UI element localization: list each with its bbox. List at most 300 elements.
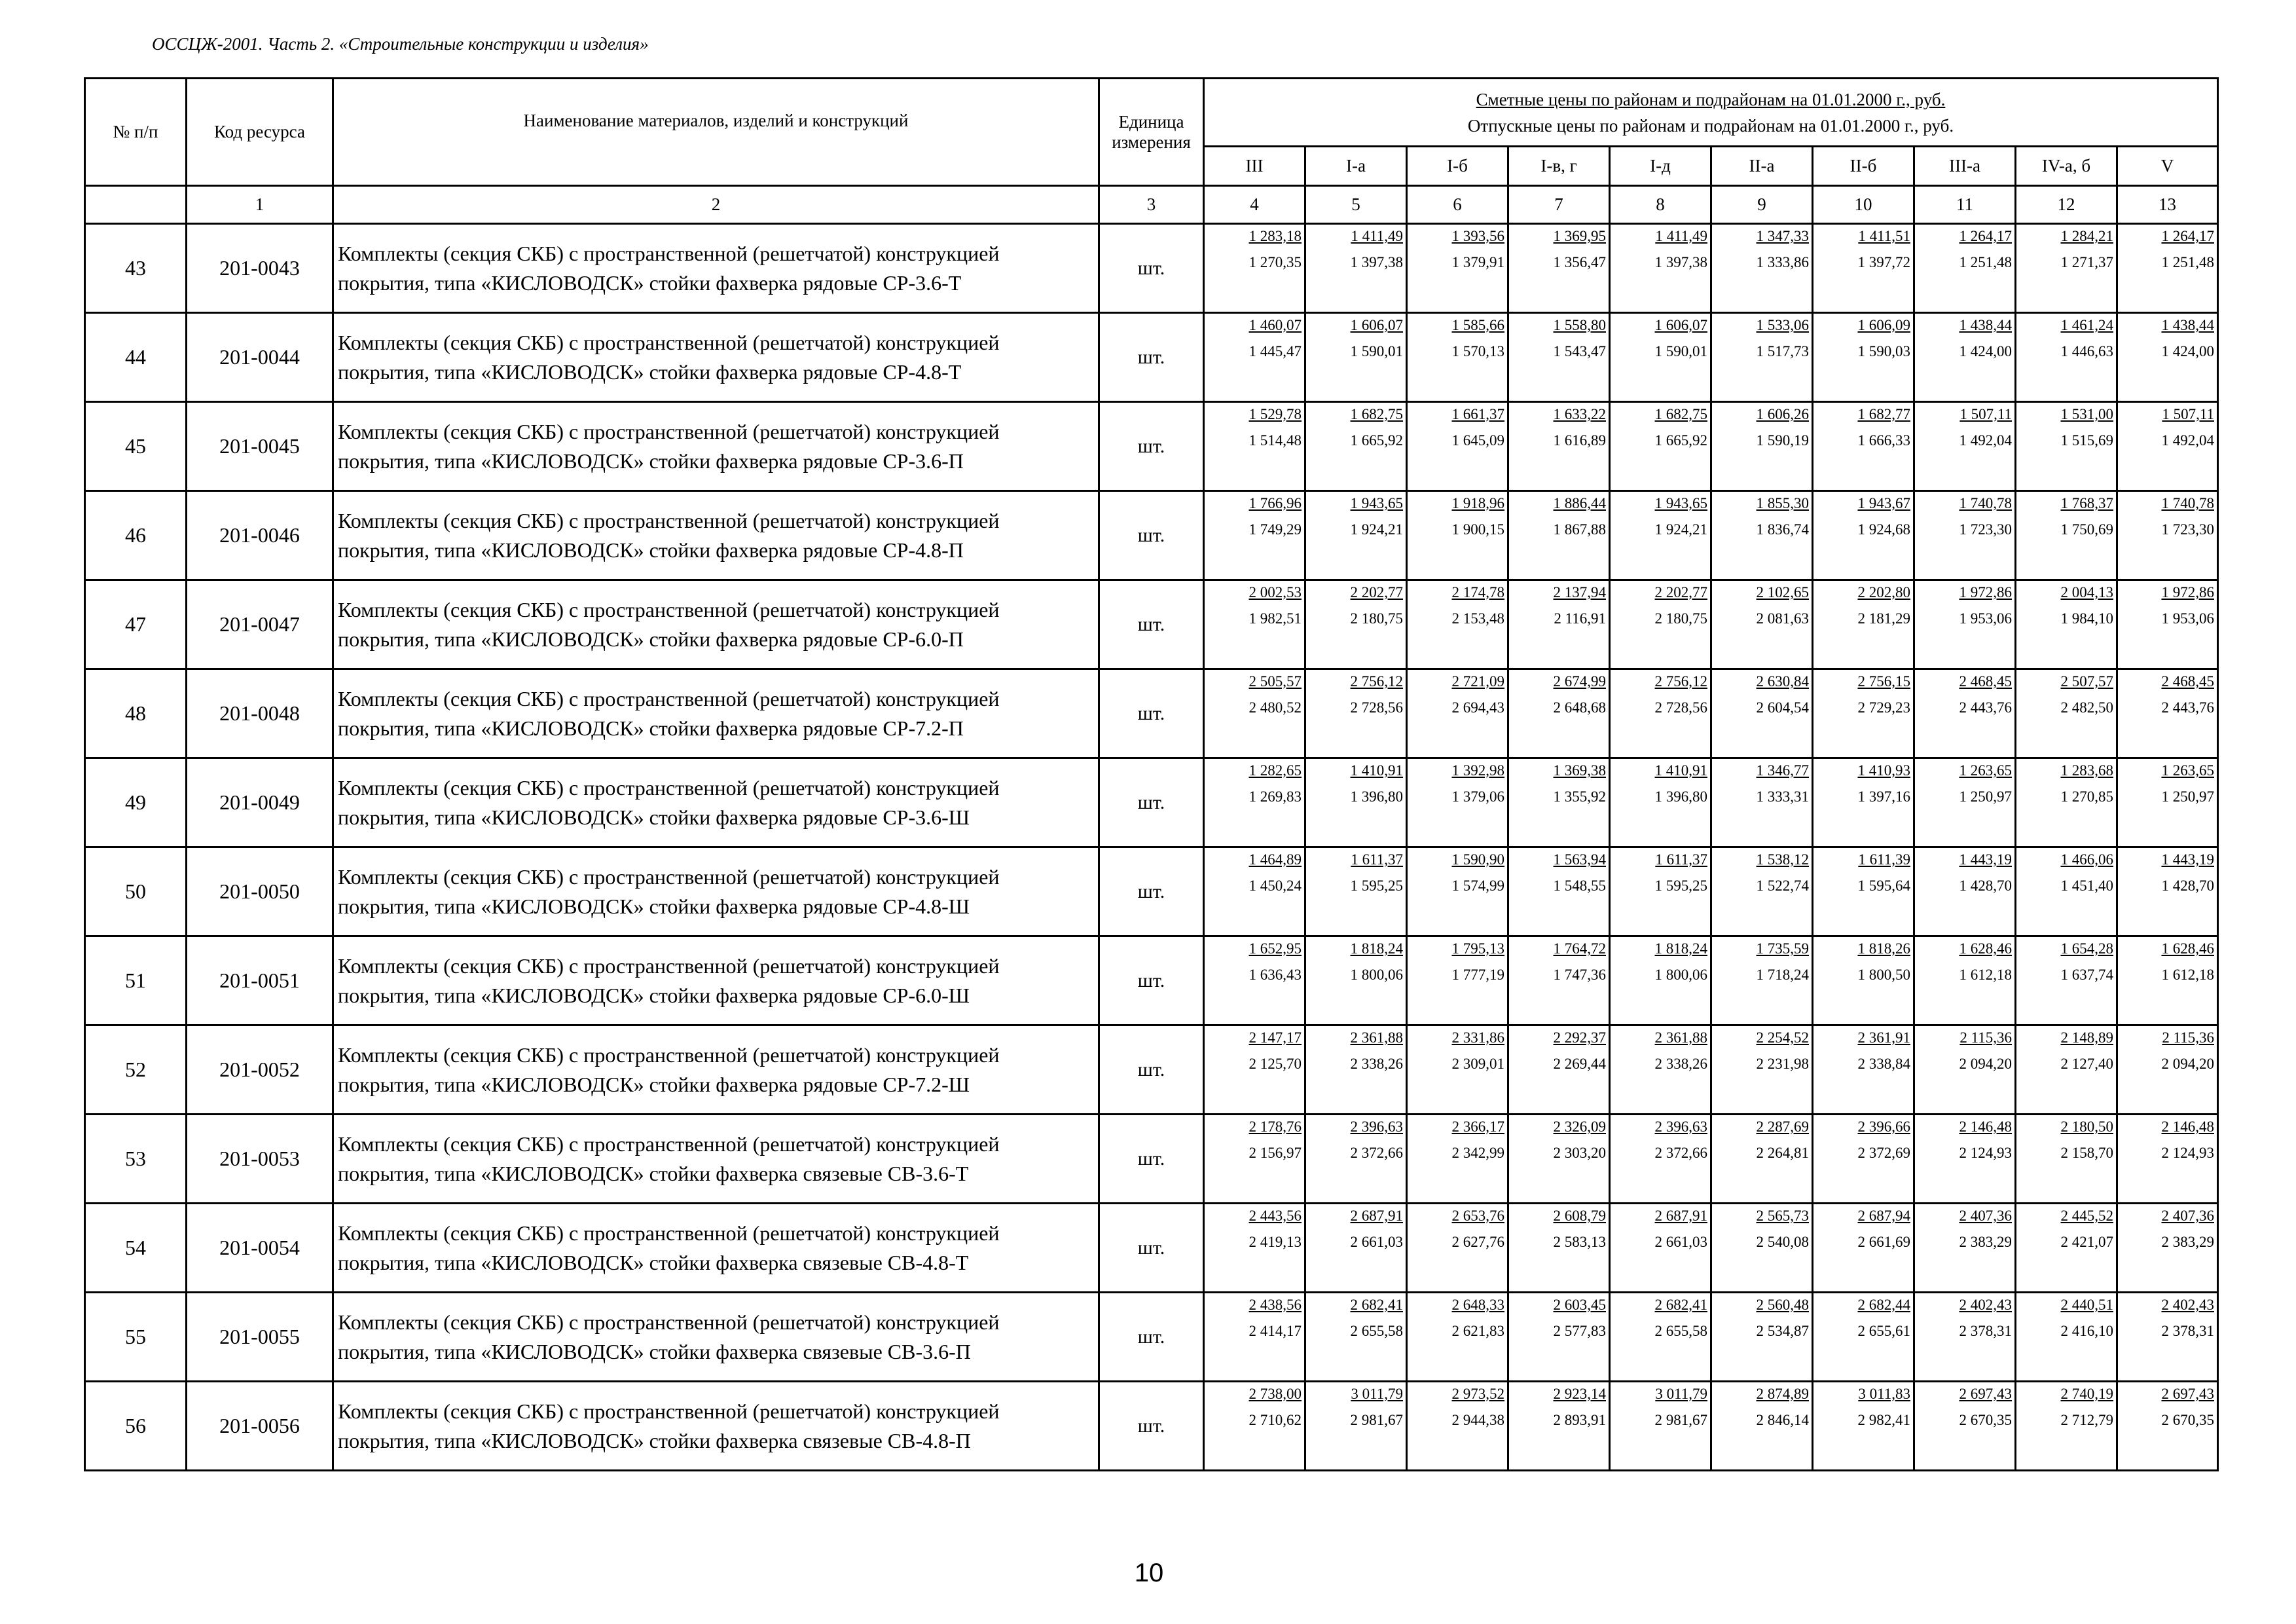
price-cell bbox=[1813, 402, 1914, 491]
unit: шт. bbox=[1099, 402, 1204, 491]
release-price: 1 250,97 bbox=[2161, 788, 2214, 805]
estimated-price: 1 606,07 bbox=[1654, 317, 1707, 333]
price-cell bbox=[1610, 313, 1711, 402]
price-cell bbox=[1407, 491, 1508, 580]
price-cell bbox=[1508, 1204, 1610, 1293]
release-price: 1 548,55 bbox=[1553, 877, 1606, 894]
price-cell bbox=[1305, 402, 1407, 491]
price-cell bbox=[1508, 580, 1610, 669]
material-name bbox=[333, 758, 1099, 847]
header-name: Наименование материалов, изделий и конструкций bbox=[333, 79, 1099, 186]
release-price: 1 665,92 bbox=[1654, 432, 1707, 449]
estimated-price: 2 146,48 bbox=[2161, 1118, 2214, 1135]
price-cell bbox=[1204, 1115, 1305, 1204]
estimated-price: 2 004,13 bbox=[2060, 584, 2113, 600]
price-cell bbox=[1508, 847, 1610, 936]
release-price: 1 445,47 bbox=[1248, 343, 1302, 360]
release-price: 2 670,35 bbox=[1959, 1412, 2012, 1428]
release-price: 2 534,87 bbox=[1756, 1323, 1809, 1339]
price-cell bbox=[1204, 1382, 1305, 1471]
region-header: I-в, г bbox=[1508, 147, 1610, 186]
estimated-price: 2 756,15 bbox=[1857, 673, 1910, 690]
price-cell bbox=[1305, 313, 1407, 402]
release-price: 1 612,18 bbox=[1959, 967, 2012, 983]
estimated-price: 2 174,78 bbox=[1451, 584, 1504, 600]
row-number: 55 bbox=[85, 1293, 187, 1382]
price-cell bbox=[1813, 313, 1914, 402]
release-price: 2 338,26 bbox=[1350, 1056, 1403, 1072]
estimated-price: 1 628,46 bbox=[2161, 940, 2214, 957]
estimated-price: 2 738,00 bbox=[1248, 1386, 1302, 1402]
column-number: 6 bbox=[1407, 186, 1508, 224]
price-cell bbox=[1204, 1204, 1305, 1293]
price-cell bbox=[1204, 313, 1305, 402]
row-number: 49 bbox=[85, 758, 187, 847]
price-cell bbox=[2016, 313, 2117, 402]
estimated-price: 1 606,07 bbox=[1350, 317, 1403, 333]
price-cell bbox=[2016, 402, 2117, 491]
estimated-price: 1 264,17 bbox=[1959, 228, 2012, 244]
release-price: 1 515,69 bbox=[2060, 432, 2113, 449]
region-header: I-a bbox=[1305, 147, 1407, 186]
release-price: 2 648,68 bbox=[1553, 699, 1606, 716]
estimated-price: 1 886,44 bbox=[1553, 495, 1606, 511]
price-cell bbox=[1610, 1293, 1711, 1382]
price-cell bbox=[1508, 1382, 1610, 1471]
price-cell bbox=[1610, 758, 1711, 847]
price-cell bbox=[1305, 758, 1407, 847]
material-name-line: покрытия, типа «КИСЛОВОДСК» стойки фахверка связевые СВ-4.8-Т bbox=[338, 1250, 969, 1274]
estimated-price: 2 560,48 bbox=[1756, 1297, 1809, 1313]
estimated-price: 2 438,56 bbox=[1248, 1297, 1302, 1313]
estimated-price: 1 464,89 bbox=[1248, 851, 1302, 868]
estimated-price: 1 347,33 bbox=[1756, 228, 1809, 244]
release-price: 1 396,80 bbox=[1654, 788, 1707, 805]
estimated-price: 1 538,12 bbox=[1756, 851, 1809, 868]
release-price: 2 124,93 bbox=[2161, 1145, 2214, 1161]
estimated-price: 2 202,77 bbox=[1654, 584, 1707, 600]
column-number: 11 bbox=[1914, 186, 2016, 224]
material-name-line: покрытия, типа «КИСЛОВОДСК» стойки фахверка рядовые СР-4.8-П bbox=[338, 538, 964, 562]
column-number: 2 bbox=[333, 186, 1099, 224]
material-name bbox=[333, 1293, 1099, 1382]
estimated-price: 2 721,09 bbox=[1451, 673, 1504, 690]
release-price: 2 577,83 bbox=[1553, 1323, 1606, 1339]
estimated-price: 2 682,41 bbox=[1654, 1297, 1707, 1313]
price-cell bbox=[1204, 224, 1305, 313]
estimated-price: 2 973,52 bbox=[1451, 1386, 1504, 1402]
release-price: 1 595,25 bbox=[1350, 877, 1403, 894]
estimated-price: 1 943,67 bbox=[1857, 495, 1910, 511]
release-price: 1 355,92 bbox=[1553, 788, 1606, 805]
material-name-line: покрытия, типа «КИСЛОВОДСК» стойки фахверка рядовые СР-7.2-П bbox=[338, 716, 964, 740]
row-number: 56 bbox=[85, 1382, 187, 1471]
price-cell bbox=[1711, 580, 1813, 669]
table-row bbox=[85, 936, 2218, 1025]
price-cell bbox=[1407, 1025, 1508, 1115]
release-price: 2 156,97 bbox=[1248, 1145, 1302, 1161]
material-name-line: Комплекты (секция СКБ) с пространственной (решетчатой) конструкцией bbox=[338, 775, 1000, 800]
release-price: 2 982,41 bbox=[1857, 1412, 1910, 1428]
release-price: 1 723,30 bbox=[1959, 521, 2012, 538]
price-cell bbox=[1813, 1293, 1914, 1382]
estimated-price: 1 411,49 bbox=[1655, 228, 1707, 244]
estimated-price: 1 264,17 bbox=[2161, 228, 2214, 244]
release-price: 1 379,91 bbox=[1451, 254, 1504, 270]
estimated-price: 2 407,36 bbox=[2161, 1208, 2214, 1224]
estimated-price: 2 445,52 bbox=[2060, 1208, 2113, 1224]
release-price: 1 723,30 bbox=[2161, 521, 2214, 538]
price-cell bbox=[1407, 580, 1508, 669]
release-price: 1 984,10 bbox=[2060, 610, 2113, 627]
material-name-line: Комплекты (секция СКБ) с пространственной (решетчатой) конструкцией bbox=[338, 1132, 1000, 1156]
release-price: 1 514,48 bbox=[1248, 432, 1302, 449]
column-number: 1 bbox=[187, 186, 333, 224]
price-cell bbox=[1204, 491, 1305, 580]
price-cell bbox=[1407, 847, 1508, 936]
estimated-price: 2 682,44 bbox=[1857, 1297, 1910, 1313]
release-price: 2 482,50 bbox=[2060, 699, 2113, 716]
material-name-line: Комплекты (секция СКБ) с пространственной (решетчатой) конструкцией bbox=[338, 597, 1000, 621]
release-price: 1 522,74 bbox=[1756, 877, 1809, 894]
release-price: 2 180,75 bbox=[1350, 610, 1403, 627]
release-price: 1 397,16 bbox=[1857, 788, 1910, 805]
estimated-price: 2 402,43 bbox=[1959, 1297, 2012, 1313]
price-cell bbox=[1407, 402, 1508, 491]
price-cell bbox=[2016, 1382, 2117, 1471]
price-cell bbox=[1204, 758, 1305, 847]
estimated-price: 1 438,44 bbox=[1959, 317, 2012, 333]
price-cell bbox=[1204, 580, 1305, 669]
release-price: 1 800,06 bbox=[1350, 967, 1403, 983]
price-cell bbox=[1914, 758, 2016, 847]
estimated-price: 2 630,84 bbox=[1756, 673, 1809, 690]
price-cell bbox=[1610, 1382, 1711, 1471]
release-price: 2 710,62 bbox=[1248, 1412, 1302, 1428]
price-cell bbox=[1407, 758, 1508, 847]
estimated-price: 2 115,36 bbox=[2162, 1029, 2214, 1046]
price-cell bbox=[2016, 1115, 2117, 1204]
table-row bbox=[85, 224, 2218, 313]
release-price: 2 309,01 bbox=[1451, 1056, 1504, 1072]
header-num: № п/п bbox=[85, 79, 187, 186]
release-price: 2 378,31 bbox=[2161, 1323, 2214, 1339]
estimated-price: 2 148,89 bbox=[2060, 1029, 2113, 1046]
release-price: 1 666,33 bbox=[1857, 432, 1910, 449]
estimated-price: 2 396,63 bbox=[1654, 1118, 1707, 1135]
price-cell bbox=[1204, 1293, 1305, 1382]
release-price: 2 269,44 bbox=[1553, 1056, 1606, 1072]
material-name-line: покрытия, типа «КИСЛОВОДСК» стойки фахверка рядовые СР-3.6-П bbox=[338, 449, 964, 473]
region-header: II-a bbox=[1711, 147, 1813, 186]
release-price: 1 665,92 bbox=[1350, 432, 1403, 449]
estimated-price: 1 628,46 bbox=[1959, 940, 2012, 957]
release-price: 2 094,20 bbox=[1959, 1056, 2012, 1072]
price-cell bbox=[1305, 847, 1407, 936]
estimated-price: 2 102,65 bbox=[1756, 584, 1809, 600]
release-price: 2 383,29 bbox=[1959, 1234, 2012, 1250]
price-cell bbox=[1914, 1025, 2016, 1115]
release-price: 2 419,13 bbox=[1248, 1234, 1302, 1250]
release-price: 2 338,26 bbox=[1654, 1056, 1707, 1072]
release-price: 1 924,21 bbox=[1654, 521, 1707, 538]
column-number-row bbox=[85, 186, 2218, 224]
release-price: 1 492,04 bbox=[1959, 432, 2012, 449]
release-price: 2 383,29 bbox=[2161, 1234, 2214, 1250]
release-price: 1 333,31 bbox=[1756, 788, 1809, 805]
estimated-price: 2 180,50 bbox=[2060, 1118, 2113, 1135]
estimated-price: 1 410,91 bbox=[1350, 762, 1403, 779]
release-price: 1 251,48 bbox=[1959, 254, 2012, 270]
estimated-price: 1 263,65 bbox=[1959, 762, 2012, 779]
region-header: I-д bbox=[1610, 147, 1711, 186]
estimated-price: 2 002,53 bbox=[1248, 584, 1302, 600]
price-cell bbox=[1305, 1115, 1407, 1204]
table-row bbox=[85, 1293, 2218, 1382]
estimated-price: 1 369,95 bbox=[1553, 228, 1606, 244]
estimated-price: 1 768,37 bbox=[2060, 495, 2113, 511]
estimated-price: 3 011,83 bbox=[1858, 1386, 1910, 1402]
estimated-price: 2 505,57 bbox=[1248, 673, 1302, 690]
row-number: 53 bbox=[85, 1115, 187, 1204]
price-cell bbox=[2117, 1115, 2218, 1204]
estimated-price: 1 410,91 bbox=[1654, 762, 1707, 779]
release-price: 2 372,66 bbox=[1350, 1145, 1403, 1161]
price-cell bbox=[1407, 1293, 1508, 1382]
unit: шт. bbox=[1099, 847, 1204, 936]
estimated-price: 2 648,33 bbox=[1451, 1297, 1504, 1313]
price-cell bbox=[2117, 936, 2218, 1025]
material-name-line: Комплекты (секция СКБ) с пространственной (решетчатой) конструкцией bbox=[338, 686, 1000, 710]
material-name-line: Комплекты (секция СКБ) с пространственной (решетчатой) конструкцией bbox=[338, 330, 1000, 354]
price-cell bbox=[2117, 1382, 2218, 1471]
estimated-price: 2 440,51 bbox=[2060, 1297, 2113, 1313]
price-cell bbox=[1508, 1025, 1610, 1115]
row-number: 50 bbox=[85, 847, 187, 936]
price-cell bbox=[1813, 1204, 1914, 1293]
material-name-line: покрытия, типа «КИСЛОВОДСК» стойки фахверка рядовые СР-4.8-Т bbox=[338, 360, 962, 384]
price-cell bbox=[1610, 1025, 1711, 1115]
release-price: 1 424,00 bbox=[1959, 343, 2012, 360]
release-price: 2 480,52 bbox=[1248, 699, 1302, 716]
material-name bbox=[333, 1115, 1099, 1204]
price-cell bbox=[1914, 1382, 2016, 1471]
release-price: 1 595,25 bbox=[1654, 877, 1707, 894]
release-price: 1 800,06 bbox=[1654, 967, 1707, 983]
price-cell bbox=[1914, 402, 2016, 491]
estimated-price: 2 292,37 bbox=[1553, 1029, 1606, 1046]
column-number: 9 bbox=[1711, 186, 1813, 224]
price-cell bbox=[1305, 224, 1407, 313]
release-price: 2 729,23 bbox=[1857, 699, 1910, 716]
release-price: 1 953,06 bbox=[2161, 610, 2214, 627]
price-cell bbox=[1711, 491, 1813, 580]
price-cell bbox=[1610, 402, 1711, 491]
release-price: 1 924,21 bbox=[1350, 521, 1403, 538]
estimated-price: 1 585,66 bbox=[1451, 317, 1504, 333]
price-cell bbox=[1711, 402, 1813, 491]
material-name bbox=[333, 491, 1099, 580]
estimated-price: 1 818,26 bbox=[1857, 940, 1910, 957]
unit: шт. bbox=[1099, 1382, 1204, 1471]
release-price: 2 627,76 bbox=[1451, 1234, 1504, 1250]
material-name-line: Комплекты (секция СКБ) с пространственной (решетчатой) конструкцией bbox=[338, 1043, 1000, 1067]
unit: шт. bbox=[1099, 1204, 1204, 1293]
price-cell bbox=[1508, 1115, 1610, 1204]
release-price: 1 492,04 bbox=[2161, 432, 2214, 449]
row-number: 44 bbox=[85, 313, 187, 402]
estimated-price: 2 468,45 bbox=[1959, 673, 2012, 690]
release-price: 1 424,00 bbox=[2161, 343, 2214, 360]
release-price: 2 264,81 bbox=[1756, 1145, 1809, 1161]
price-cell bbox=[1914, 580, 2016, 669]
region-header: III bbox=[1204, 147, 1305, 186]
price-cell bbox=[1610, 1204, 1711, 1293]
region-header: I-б bbox=[1407, 147, 1508, 186]
estimated-price: 2 178,76 bbox=[1248, 1118, 1302, 1135]
table-row bbox=[85, 669, 2218, 758]
estimated-price: 1 972,86 bbox=[1959, 584, 2012, 600]
release-price: 1 777,19 bbox=[1451, 967, 1504, 983]
row-number: 54 bbox=[85, 1204, 187, 1293]
release-price: 1 251,48 bbox=[2161, 254, 2214, 270]
resource-code: 201-0051 bbox=[187, 936, 333, 1025]
material-name-line: Комплекты (секция СКБ) с пространственной (решетчатой) конструкцией bbox=[338, 864, 1000, 889]
material-name-line: Комплекты (секция СКБ) с пространственной (решетчатой) конструкцией bbox=[338, 508, 1000, 532]
price-cell bbox=[1914, 491, 2016, 580]
estimated-price: 2 756,12 bbox=[1350, 673, 1403, 690]
price-cell bbox=[1914, 669, 2016, 758]
material-name bbox=[333, 313, 1099, 402]
estimated-price: 1 590,90 bbox=[1451, 851, 1504, 868]
price-cell bbox=[1508, 1293, 1610, 1382]
price-cell bbox=[1204, 847, 1305, 936]
price-cell bbox=[1610, 580, 1711, 669]
estimated-price: 1 855,30 bbox=[1756, 495, 1809, 511]
release-price: 2 125,70 bbox=[1248, 1056, 1302, 1072]
material-name bbox=[333, 580, 1099, 669]
price-cell bbox=[1508, 224, 1610, 313]
price-cell bbox=[1711, 669, 1813, 758]
estimated-price: 1 766,96 bbox=[1248, 495, 1302, 511]
estimated-price: 1 531,00 bbox=[2060, 406, 2113, 422]
row-number: 46 bbox=[85, 491, 187, 580]
release-price: 2 158,70 bbox=[2060, 1145, 2113, 1161]
release-price: 2 981,67 bbox=[1654, 1412, 1707, 1428]
price-cell bbox=[1914, 1115, 2016, 1204]
price-cell bbox=[2016, 491, 2117, 580]
resource-code: 201-0049 bbox=[187, 758, 333, 847]
unit: шт. bbox=[1099, 758, 1204, 847]
resource-code: 201-0052 bbox=[187, 1025, 333, 1115]
row-number: 52 bbox=[85, 1025, 187, 1115]
estimated-price: 1 461,24 bbox=[2060, 317, 2113, 333]
estimated-price: 2 697,43 bbox=[2161, 1386, 2214, 1402]
material-name bbox=[333, 1025, 1099, 1115]
estimated-price: 2 396,63 bbox=[1350, 1118, 1403, 1135]
price-cell bbox=[1813, 580, 1914, 669]
material-name bbox=[333, 224, 1099, 313]
estimated-price: 2 146,48 bbox=[1959, 1118, 2012, 1135]
material-name-line: Комплекты (секция СКБ) с пространственной (решетчатой) конструкцией bbox=[338, 953, 1000, 978]
resource-code: 201-0048 bbox=[187, 669, 333, 758]
estimated-price: 1 263,65 bbox=[2161, 762, 2214, 779]
estimated-price: 1 918,96 bbox=[1451, 495, 1504, 511]
price-cell bbox=[1711, 1025, 1813, 1115]
material-name bbox=[333, 847, 1099, 936]
price-cell bbox=[1813, 224, 1914, 313]
row-number: 48 bbox=[85, 669, 187, 758]
price-cell bbox=[1711, 847, 1813, 936]
price-cell bbox=[1711, 758, 1813, 847]
estimated-price: 3 011,79 bbox=[1351, 1386, 1403, 1402]
release-price: 2 081,63 bbox=[1756, 610, 1809, 627]
release-price: 2 231,98 bbox=[1756, 1056, 1809, 1072]
estimated-price: 1 507,11 bbox=[1959, 406, 2012, 422]
estimated-price: 2 396,66 bbox=[1857, 1118, 1910, 1135]
price-cell bbox=[1305, 936, 1407, 1025]
price-cell bbox=[1407, 936, 1508, 1025]
material-name bbox=[333, 1382, 1099, 1471]
estimated-price: 2 565,73 bbox=[1756, 1208, 1809, 1224]
release-price: 1 396,80 bbox=[1350, 788, 1403, 805]
release-price: 2 583,13 bbox=[1553, 1234, 1606, 1250]
release-price: 1 590,19 bbox=[1756, 432, 1809, 449]
estimated-price: 2 361,91 bbox=[1857, 1029, 1910, 1046]
price-cell bbox=[2016, 1293, 2117, 1382]
table-row bbox=[85, 1204, 2218, 1293]
release-price: 2 670,35 bbox=[2161, 1412, 2214, 1428]
unit: шт. bbox=[1099, 224, 1204, 313]
price-cell bbox=[2117, 1293, 2218, 1382]
release-price: 2 416,10 bbox=[2060, 1323, 2113, 1339]
material-name-line: покрытия, типа «КИСЛОВОДСК» стойки фахверка связевые СВ-3.6-Т bbox=[338, 1161, 969, 1185]
table-row bbox=[85, 402, 2218, 491]
release-price: 1 900,15 bbox=[1451, 521, 1504, 538]
price-cell bbox=[2117, 580, 2218, 669]
estimated-price: 1 411,51 bbox=[1858, 228, 1910, 244]
price-cell bbox=[2016, 669, 2117, 758]
price-cell bbox=[1610, 1115, 1711, 1204]
release-price: 1 747,36 bbox=[1553, 967, 1606, 983]
material-name bbox=[333, 1204, 1099, 1293]
release-price: 2 372,66 bbox=[1654, 1145, 1707, 1161]
unit: шт. bbox=[1099, 936, 1204, 1025]
release-price: 2 728,56 bbox=[1654, 699, 1707, 716]
resource-code: 201-0055 bbox=[187, 1293, 333, 1382]
estimated-price: 1 972,86 bbox=[2161, 584, 2214, 600]
price-cell bbox=[2016, 847, 2117, 936]
price-cell bbox=[1508, 313, 1610, 402]
material-name-line: Комплекты (секция СКБ) с пространственной (решетчатой) конструкцией bbox=[338, 241, 1000, 265]
row-number: 47 bbox=[85, 580, 187, 669]
price-cell bbox=[1508, 491, 1610, 580]
material-name-line: покрытия, типа «КИСЛОВОДСК» стойки фахверка связевые СВ-3.6-П bbox=[338, 1339, 971, 1363]
estimated-price: 1 682,75 bbox=[1654, 406, 1707, 422]
table-row bbox=[85, 758, 2218, 847]
release-price: 2 944,38 bbox=[1451, 1412, 1504, 1428]
estimated-price: 2 361,88 bbox=[1654, 1029, 1707, 1046]
price-cell bbox=[1914, 1204, 2016, 1293]
price-cell bbox=[1508, 758, 1610, 847]
material-name-line: покрытия, типа «КИСЛОВОДСК» стойки фахверка связевые СВ-4.8-П bbox=[338, 1428, 971, 1452]
estimated-price: 2 674,99 bbox=[1553, 673, 1606, 690]
release-price: 1 397,72 bbox=[1857, 254, 1910, 270]
price-cell bbox=[1813, 936, 1914, 1025]
price-cell bbox=[1813, 1025, 1914, 1115]
estimated-price: 2 687,91 bbox=[1350, 1208, 1403, 1224]
estimated-price: 1 507,11 bbox=[2162, 406, 2214, 422]
